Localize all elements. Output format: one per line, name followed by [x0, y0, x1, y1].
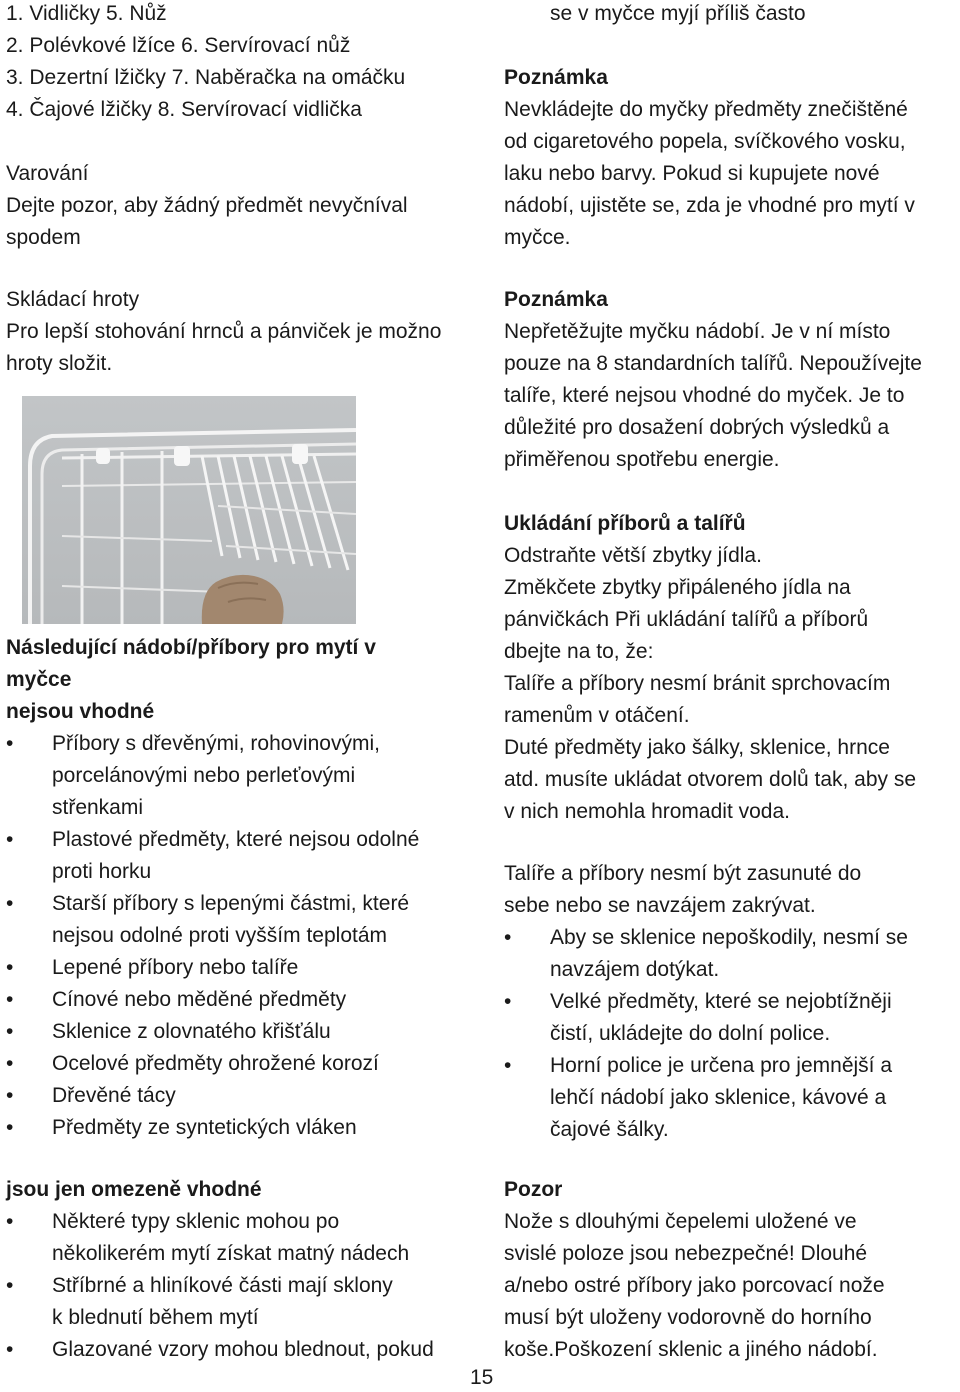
note-title: Poznámka	[504, 288, 608, 311]
list-item: navzájem dotýkat.	[550, 958, 720, 981]
bullet-icon: •	[6, 988, 14, 1011]
loading-line: Změkčete zbytky připáleného jídla na	[504, 576, 851, 599]
note-title: Poznámka	[504, 66, 608, 89]
list-item: čistí, ukládejte do dolní police.	[550, 1022, 831, 1045]
continuation-line: se v myčce myjí příliš často	[550, 2, 806, 25]
limited-heading: jsou jen omezeně vhodné	[6, 1178, 262, 1201]
caution-line: koše.Poškození sklenic a jiného nádobí.	[504, 1338, 878, 1361]
unsuitable-heading: myčce	[6, 668, 72, 691]
bullet-icon: •	[6, 1338, 14, 1361]
list-item: Starší příbory s lepenými částmi, které	[52, 892, 410, 915]
bullet-icon: •	[6, 892, 14, 915]
bullet-icon: •	[6, 1020, 14, 1043]
bullet-icon: •	[504, 926, 512, 949]
unsuitable-heading: Následující nádobí/příbory pro mytí v	[6, 636, 376, 659]
bullet-icon: •	[6, 1210, 14, 1233]
loading-line: dbejte na to, že:	[504, 640, 654, 663]
note-line: myčce.	[504, 226, 571, 249]
warning-title: Varování	[6, 162, 89, 185]
folding-line: hroty složit.	[6, 352, 113, 375]
list-item: nejsou odolné proti vyšším teplotám	[52, 924, 388, 947]
list-item: Horní police je určena pro jemnější a	[550, 1054, 893, 1077]
list-item: lehčí nádobí jako sklenice, kávové a	[550, 1086, 887, 1109]
list-item-3: 3. Dezertní lžičky 7. Naběračka na omáčku	[6, 66, 406, 89]
note-line: laku nebo barvy. Pokud si kupujete nové	[504, 162, 880, 185]
loading-line: Talíře a příbory nesmí bránit sprchovacím	[504, 672, 891, 695]
list-item-2: 2. Polévkové lžíce 6. Servírovací nůž	[6, 34, 351, 57]
caution-line: musí být uloženy vodorovně do horního	[504, 1306, 872, 1329]
list-item: Glazované vzory mohou blednout, pokud	[52, 1338, 434, 1361]
bullet-icon: •	[6, 828, 14, 851]
list-item: Lepené příbory nebo talíře	[52, 956, 299, 979]
bullet-icon: •	[6, 1084, 14, 1107]
page-number: 15	[470, 1366, 494, 1389]
list-item: střenkami	[52, 796, 144, 819]
loading-line: Duté předměty jako šálky, sklenice, hrnce	[504, 736, 890, 759]
list-item: Plastové předměty, které nejsou odolné	[52, 828, 420, 851]
folding-line: Pro lepší stohování hrnců a pánviček je možno	[6, 320, 442, 343]
note-line: Nevkládejte do myčky předměty znečištěné	[504, 98, 908, 121]
caution-line: svislé poloze jsou nebezpečné! Dlouhé	[504, 1242, 868, 1265]
note-line: Nepřetěžujte myčku nádobí. Je v ní místo	[504, 320, 891, 343]
folding-title: Skládací hroty	[6, 288, 140, 311]
note-line: důležité pro dosažení dobrých výsledků a	[504, 416, 890, 439]
note-line: talíře, které nejsou vhodné do myček. Je to	[504, 384, 905, 407]
dish-rack-image	[22, 396, 356, 624]
note-line: přiměřenou spotřebu energie.	[504, 448, 780, 471]
warning-line: Dejte pozor, aby žádný předmět nevyčníval	[6, 194, 408, 217]
bullet-icon: •	[504, 990, 512, 1013]
list-item: proti horku	[52, 860, 152, 883]
bullet-icon: •	[6, 1116, 14, 1139]
list-item: Příbory s dřevěnými, rohovinovými,	[52, 732, 380, 755]
overlap-line: sebe nebo se navzájem zakrývat.	[504, 894, 816, 917]
note-line: od cigaretového popela, svíčkového vosku,	[504, 130, 906, 153]
list-item: Aby se sklenice nepoškodily, nesmí se	[550, 926, 908, 949]
list-item-1: 1. Vidličky 5. Nůž	[6, 2, 167, 25]
loading-line: v nich nemohla hromadit voda.	[504, 800, 790, 823]
loading-line: pánvičkách Při ukládání talířů a příborů	[504, 608, 869, 631]
list-item: Dřevěné tácy	[52, 1084, 176, 1107]
list-item: Sklenice z olovnatého křišťálu	[52, 1020, 331, 1043]
loading-title: Ukládání příborů a talířů	[504, 512, 746, 535]
caution-title: Pozor	[504, 1178, 563, 1201]
bullet-icon: •	[6, 1052, 14, 1075]
list-item: Velké předměty, které se nejobtížněji	[550, 990, 892, 1013]
loading-line: atd. musíte ukládat otvorem dolů tak, aby se	[504, 768, 917, 791]
bullet-icon: •	[504, 1054, 512, 1077]
unsuitable-heading: nejsou vhodné	[6, 700, 155, 723]
note-line: pouze na 8 standardních talířů. Nepoužívejte	[504, 352, 922, 375]
warning-line: spodem	[6, 226, 81, 249]
caution-line: a/nebo ostré příbory jako porcovací nože	[504, 1274, 885, 1297]
bullet-icon: •	[6, 956, 14, 979]
loading-line: Odstraňte větší zbytky jídla.	[504, 544, 762, 567]
overlap-line: Talíře a příbory nesmí být zasunuté do	[504, 862, 862, 885]
caution-line: Nože s dlouhými čepelemi uložené ve	[504, 1210, 857, 1233]
note-line: nádobí, ujistěte se, zda je vhodné pro mytí v	[504, 194, 915, 217]
list-item: Ocelové předměty ohrožené korozí	[52, 1052, 379, 1075]
list-item: Předměty ze syntetických vláken	[52, 1116, 357, 1139]
list-item-4: 4. Čajové lžičky 8. Servírovací vidlička	[6, 98, 362, 121]
list-item: Některé typy sklenic mohou po	[52, 1210, 340, 1233]
list-item: několikerém mytí získat matný nádech	[52, 1242, 410, 1265]
list-item: čajové šálky.	[550, 1118, 669, 1141]
bullet-icon: •	[6, 1274, 14, 1297]
list-item: k blednutí během mytí	[52, 1306, 259, 1329]
loading-line: ramenům v otáčení.	[504, 704, 690, 727]
list-item: porcelánovými nebo perleťovými	[52, 764, 356, 787]
bullet-icon: •	[6, 732, 14, 755]
list-item: Cínové nebo měděné předměty	[52, 988, 347, 1011]
list-item: Stříbrné a hliníkové části mají sklony	[52, 1274, 393, 1297]
dish-rack-photo	[22, 396, 356, 624]
